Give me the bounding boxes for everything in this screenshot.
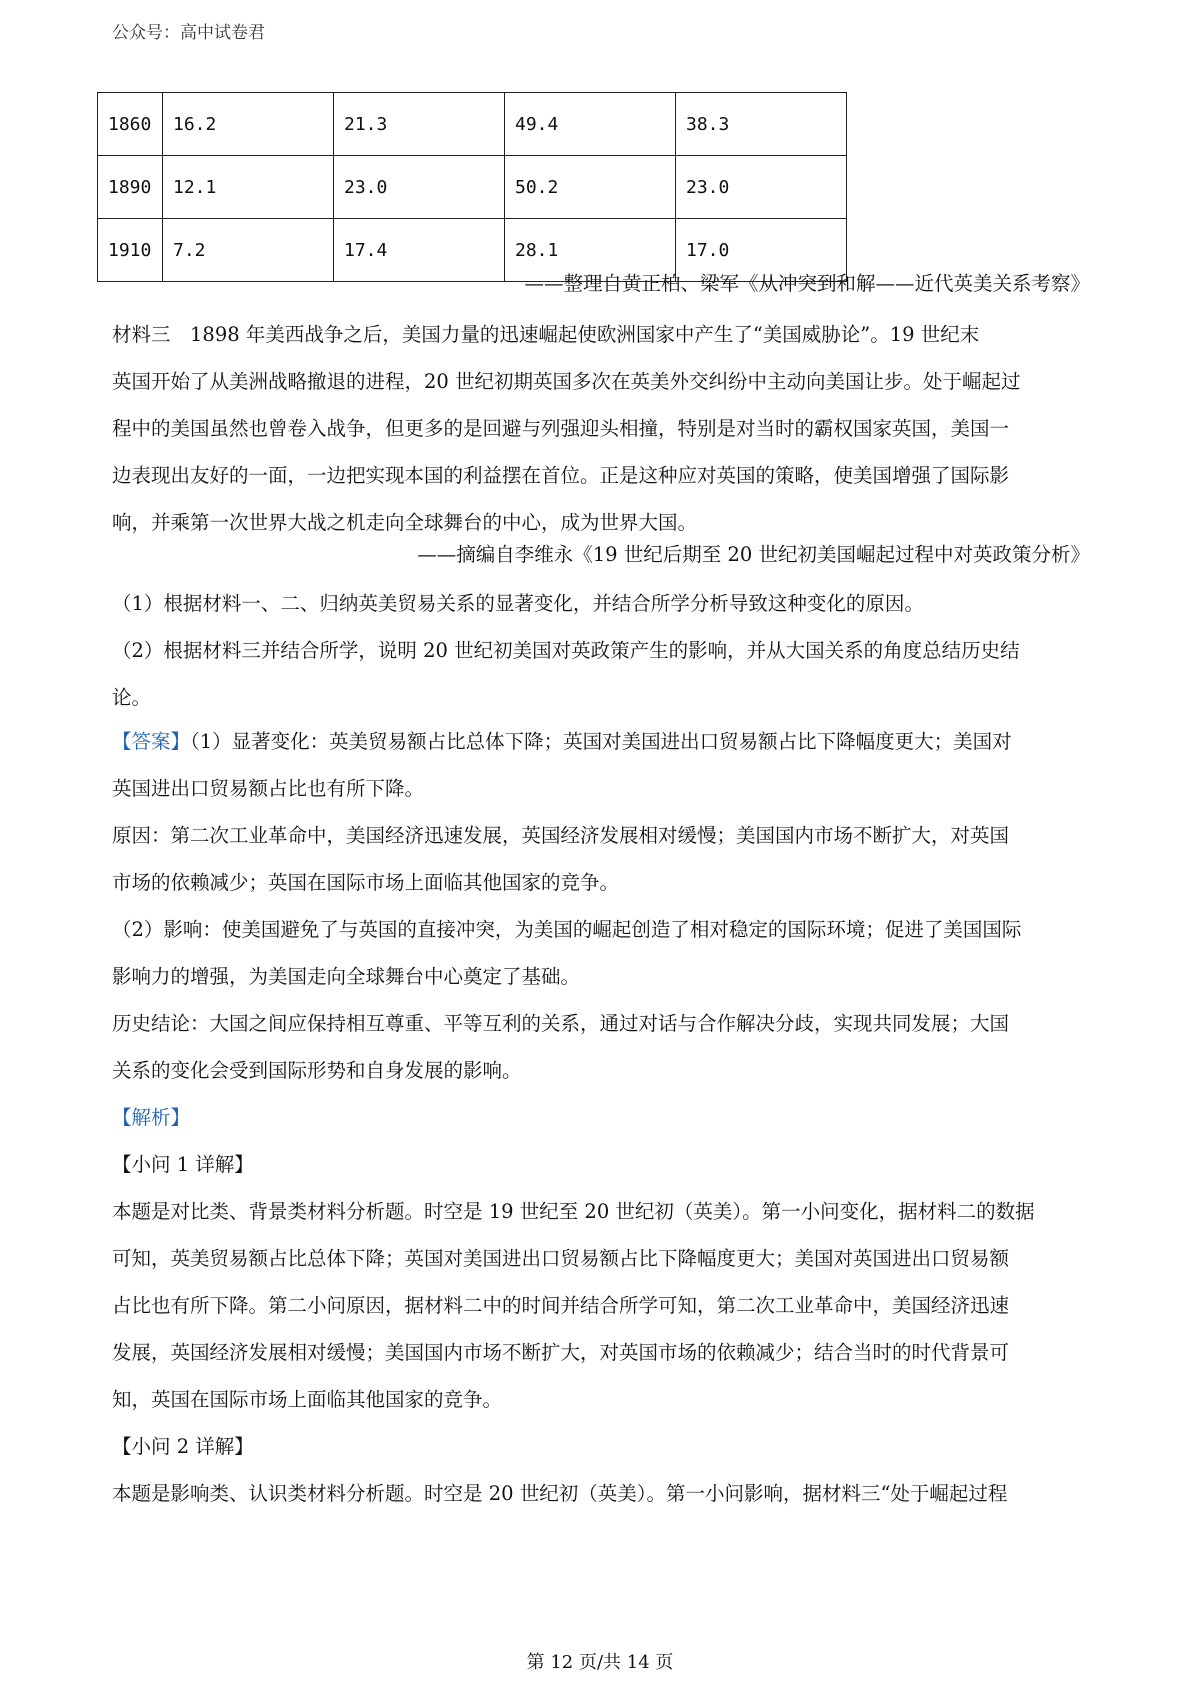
- material-three-line: 程中的美国虽然也曾卷入战争，但更多的是回避与列强迎头相撞，特别是对当时的霸权国家英国，美国一: [112, 417, 1010, 440]
- material-three-line: 英国开始了从美洲战略撤退的进程，20 世纪初期英国多次在英美外交纠纷中主动向美国让步。处于崛起过: [112, 370, 1021, 393]
- question-2-line: 论。: [112, 686, 152, 709]
- answer-1-text: （1）显著变化：英美贸易额占比总体下降；英国对美国进出口贸易额占比下降幅度更大；美国对: [190, 730, 1012, 753]
- page-number-footer: 第 12 页/共 14 页: [526, 1652, 674, 1673]
- table-row: [98, 156, 847, 219]
- analysis-sub1-line: 知，英国在国际市场上面临其他国家的竞争。: [112, 1388, 503, 1411]
- question-2-line: （2）根据材料三并结合所学，说明 20 世纪初美国对英政策产生的影响，并从大国关系的角度总结历史结: [112, 639, 1020, 662]
- analysis-sub1-line: 发展，英国经济发展相对缓慢；美国国内市场不断扩大，对英国市场的依赖减少；结合当时的时代背景可: [112, 1341, 1010, 1364]
- table-cell-year: 1890: [98, 156, 163, 219]
- table-cell: 28.1: [505, 219, 676, 282]
- answer-2-line: （2）影响：使美国避免了与英国的直接冲突，为美国的崛起创造了相对稳定的国际环境；促进了美国国际: [112, 918, 1022, 941]
- answer-reason-line: 市场的依赖减少；英国在国际市场上面临其他国家的竞争。: [112, 871, 620, 894]
- material-three-paragraph: [112, 311, 1099, 546]
- answer-2-line: 影响力的增强，为美国走向全球舞台中心奠定了基础。: [112, 965, 581, 988]
- answer-conclusion-line: 历史结论：大国之间应保持相互尊重、平等互利的关系，通过对话与合作解决分歧，实现共同发展；大国: [112, 1012, 1010, 1035]
- analysis-sub1-line: 占比也有所下降。第二小问原因，据材料二中的时间并结合所学可知，第二次工业革命中，美国经济迅速: [112, 1294, 1010, 1317]
- table-source-citation: ——整理自黄正柏、梁军《从冲突到和解——近代英美关系考察》: [524, 272, 1090, 295]
- material-three-line: 材料三 1898 年美西战争之后，美国力量的迅速崛起使欧洲国家中产生了“美国威胁论”。19 世纪末: [112, 323, 980, 346]
- table-cell: 38.3: [676, 93, 847, 156]
- material-three-line: 响，并乘第一次世界大战之机走向全球舞台的中心，成为世界大国。: [112, 511, 698, 534]
- table-cell: 23.0: [676, 156, 847, 219]
- analysis-sub2-title: 【小问 2 详解】: [112, 1435, 254, 1458]
- question-block: [112, 580, 1099, 721]
- answer-reason-line: 原因：第二次工业革命中，美国经济迅速发展，英国经济发展相对缓慢；美国国内市场不断扩大，对英国: [112, 824, 1010, 847]
- trade-data-table: [97, 92, 847, 282]
- answer-line: 英国进出口贸易额占比也有所下降。: [112, 777, 425, 800]
- answer-line: [112, 718, 1099, 765]
- analysis-sub2-line: 本题是影响类、认识类材料分析题。时空是 20 世纪初（英美）。第一小问影响，据材料三“处于崛起过程: [112, 1482, 1008, 1505]
- answer-tag: 【答案】: [112, 730, 191, 753]
- table-cell: 21.3: [334, 93, 505, 156]
- table-cell: 49.4: [505, 93, 676, 156]
- table-cell: 17.0: [676, 219, 847, 282]
- question-1: （1）根据材料一、二、归纳英美贸易关系的显著变化，并结合所学分析导致这种变化的原因。: [112, 592, 924, 615]
- watermark-header: 公众号：高中试卷君: [112, 23, 265, 43]
- table-cell: 7.2: [163, 219, 334, 282]
- table-cell: 17.4: [334, 219, 505, 282]
- material-three-line: 边表现出友好的一面，一边把实现本国的利益摆在首位。正是这种应对英国的策略，使美国增强了国际影: [112, 464, 1010, 487]
- analysis-sub1-line: 本题是对比类、背景类材料分析题。时空是 19 世纪至 20 世纪初（英美）。第一小问变化，据材料二的数据: [112, 1200, 1035, 1223]
- table-cell-year: 1860: [98, 93, 163, 156]
- table-cell: 12.1: [163, 156, 334, 219]
- analysis-sub1-line: 可知，英美贸易额占比总体下降；英国对美国进出口贸易额占比下降幅度更大；美国对英国进出口贸易额: [112, 1247, 1010, 1270]
- answer-block: [112, 718, 1099, 1517]
- table-cell: 16.2: [163, 93, 334, 156]
- answer-conclusion-line: 关系的变化会受到国际形势和自身发展的影响。: [112, 1059, 522, 1082]
- table-cell: 23.0: [334, 156, 505, 219]
- table-row: [98, 93, 847, 156]
- analysis-sub1-title: 【小问 1 详解】: [112, 1153, 254, 1176]
- table-cell-year: 1910: [98, 219, 163, 282]
- material-three-source: ——摘编自李维永《19 世纪后期至 20 世纪初美国崛起过程中对英政策分析》: [417, 543, 1090, 566]
- analysis-tag: 【解析】: [112, 1106, 191, 1129]
- table-cell: 50.2: [505, 156, 676, 219]
